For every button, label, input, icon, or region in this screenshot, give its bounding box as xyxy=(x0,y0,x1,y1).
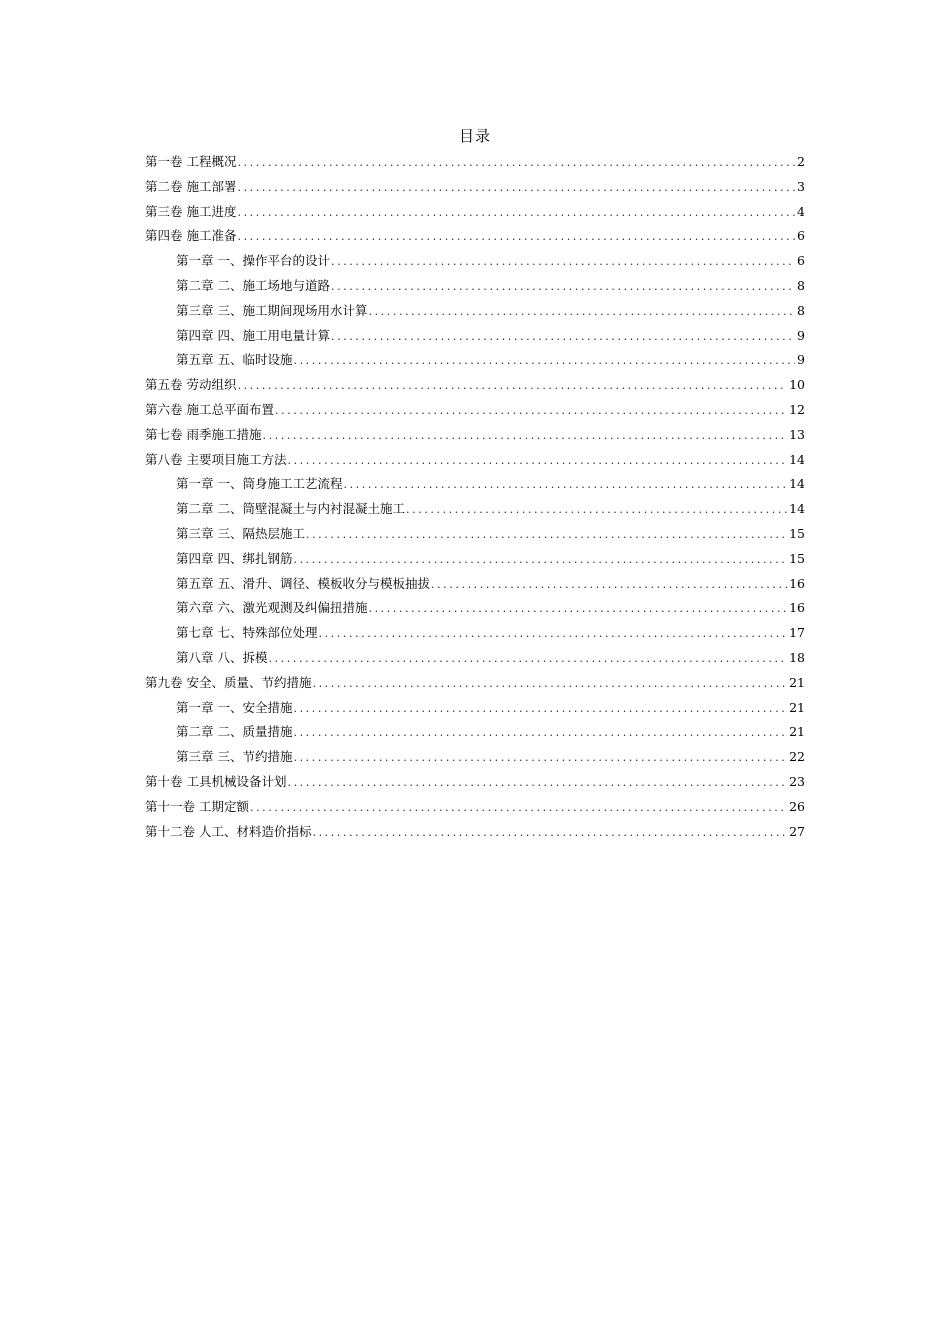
toc-entry-text: 第四章 四、施工用电量计算 xyxy=(176,327,330,343)
toc-entry-text: 第二卷 施工部署 xyxy=(145,178,237,194)
toc-entry-text: 第一章 一、安全措施 xyxy=(176,699,293,715)
toc-entry-text: 第七卷 雨季施工措施 xyxy=(145,426,262,442)
toc-entry-text: 第二章 二、质量措施 xyxy=(176,724,293,740)
toc-chapter-entry[interactable] xyxy=(145,349,805,374)
toc-entry-text: 第一章 一、筒身施工工艺流程 xyxy=(176,476,343,492)
toc-page-number: 14 xyxy=(789,451,805,467)
toc-volume-entry[interactable] xyxy=(145,672,805,697)
toc-chapter-entry[interactable] xyxy=(145,746,805,771)
toc-page-number: 26 xyxy=(789,798,805,814)
toc-page-number: 21 xyxy=(789,724,805,740)
toc-page-number: 22 xyxy=(789,749,805,765)
toc-entry-text: 第三章 三、节约措施 xyxy=(176,749,293,765)
toc-page-number: 4 xyxy=(797,203,805,219)
toc-dot-leader xyxy=(331,276,795,298)
toc-volume-entry[interactable] xyxy=(145,201,805,226)
toc-page-number: 14 xyxy=(789,476,805,492)
toc-volume-entry[interactable] xyxy=(145,374,805,399)
toc-dot-leader xyxy=(237,202,795,224)
toc-volume-entry[interactable] xyxy=(145,796,805,821)
toc-chapter-entry[interactable] xyxy=(145,300,805,325)
toc-page-number: 12 xyxy=(789,401,805,417)
toc-title: 目录 xyxy=(458,127,491,145)
toc-entry-text: 第三章 三、施工期间现场用水计算 xyxy=(176,302,368,318)
toc-page-number: 23 xyxy=(789,773,805,789)
toc-dot-leader xyxy=(343,474,787,496)
toc-entry-text: 第五章 五、滑升、调径、模板收分与模板抽拔 xyxy=(176,575,430,591)
toc-chapter-entry[interactable] xyxy=(145,548,805,573)
toc-page-number: 8 xyxy=(797,302,805,318)
toc-page-number: 8 xyxy=(797,277,805,293)
toc-entry-text: 第五卷 劳动组织 xyxy=(145,377,237,393)
toc-entry-text: 第九卷 安全、质量、节约措施 xyxy=(145,674,312,690)
toc-chapter-entry[interactable] xyxy=(145,523,805,548)
toc-page-number: 10 xyxy=(789,377,805,393)
toc-volume-entry[interactable] xyxy=(145,449,805,474)
toc-page-number: 16 xyxy=(789,600,805,616)
toc-chapter-entry[interactable] xyxy=(145,721,805,746)
toc-page-number: 6 xyxy=(797,253,805,269)
toc-dot-leader xyxy=(312,673,787,695)
toc-entry-text: 第一章 一、操作平台的设计 xyxy=(176,253,330,269)
toc-dot-leader xyxy=(293,722,787,744)
toc-entry-text: 第七章 七、特殊部位处理 xyxy=(176,625,318,641)
toc-dot-leader xyxy=(368,598,787,620)
toc-entry-text: 第三卷 施工进度 xyxy=(145,203,237,219)
toc-chapter-entry[interactable] xyxy=(145,597,805,622)
toc-dot-leader xyxy=(306,524,787,546)
toc-entry-text: 第四章 四、绑扎钢筋 xyxy=(176,550,293,566)
toc-entry-text: 第八章 八、拆模 xyxy=(176,649,268,665)
toc-chapter-entry[interactable] xyxy=(145,622,805,647)
toc-dot-leader xyxy=(368,301,795,323)
toc-dot-leader xyxy=(318,623,787,645)
toc-page-number: 17 xyxy=(789,625,805,641)
toc-dot-leader xyxy=(268,648,787,670)
toc-dot-leader xyxy=(293,350,795,372)
toc-dot-leader xyxy=(287,772,787,794)
toc-dot-leader xyxy=(331,251,795,273)
toc-page-number: 2 xyxy=(797,154,805,169)
toc-dot-leader xyxy=(237,375,787,397)
toc-dot-leader xyxy=(312,822,787,844)
toc-chapter-entry[interactable] xyxy=(145,325,805,350)
toc-dot-leader xyxy=(331,326,795,348)
toc-dot-leader xyxy=(406,499,787,521)
toc-volume-entry[interactable] xyxy=(145,771,805,796)
toc-dot-leader xyxy=(237,226,795,248)
toc-chapter-entry[interactable] xyxy=(145,250,805,275)
toc-chapter-entry[interactable] xyxy=(145,697,805,722)
toc-dot-leader xyxy=(262,425,787,447)
toc-page-number: 14 xyxy=(789,501,805,517)
toc-page-number: 21 xyxy=(789,674,805,690)
toc-volume-entry[interactable] xyxy=(145,821,805,846)
toc-volume-entry[interactable] xyxy=(145,399,805,424)
toc-dot-leader xyxy=(293,698,787,720)
toc-entry-text: 第三章 三、隔热层施工 xyxy=(176,525,305,541)
toc-chapter-entry[interactable] xyxy=(145,573,805,598)
toc-chapter-entry[interactable] xyxy=(145,647,805,672)
toc-page-number: 27 xyxy=(789,823,805,839)
toc-entry-text: 第十卷 工具机械设备计划 xyxy=(145,773,287,789)
toc-entry-text: 第五章 五、临时设施 xyxy=(176,352,293,368)
toc-entry-text: 第二章 二、筒壁混凝土与内衬混凝土施工 xyxy=(176,501,405,517)
toc-entry-text: 第六卷 施工总平面布置 xyxy=(145,401,274,417)
toc-page-number: 21 xyxy=(789,699,805,715)
toc-entry-text: 第一卷 工程概况 xyxy=(145,154,237,169)
toc-volume-entry[interactable] xyxy=(145,176,805,201)
toc-entry-text: 第八卷 主要项目施工方法 xyxy=(145,451,287,467)
toc-dot-leader xyxy=(275,400,787,422)
toc-page-number: 9 xyxy=(797,352,805,368)
toc-page-number: 15 xyxy=(789,525,805,541)
toc-chapter-entry[interactable] xyxy=(145,473,805,498)
toc-page-number: 16 xyxy=(789,575,805,591)
toc-dot-leader xyxy=(431,574,787,596)
toc-chapter-entry[interactable] xyxy=(145,275,805,300)
toc-dot-leader xyxy=(293,549,787,571)
toc-dot-leader xyxy=(293,747,787,769)
toc-dot-leader xyxy=(237,177,795,199)
toc-volume-entry[interactable] xyxy=(145,225,805,250)
toc-page-number: 15 xyxy=(789,550,805,566)
toc-entry-text: 第十一卷 工期定额 xyxy=(145,798,249,814)
toc-dot-leader xyxy=(237,152,795,174)
toc-page-number: 3 xyxy=(797,178,805,194)
toc-list xyxy=(145,151,805,845)
toc-entry-text: 第四卷 施工准备 xyxy=(145,228,237,244)
toc-volume-entry[interactable] xyxy=(145,424,805,449)
toc-volume-entry[interactable] xyxy=(145,151,805,176)
toc-entry-text: 第十二卷 人工、材料造价指标 xyxy=(145,823,312,839)
toc-dot-leader xyxy=(287,450,787,472)
toc-page-number: 18 xyxy=(789,649,805,665)
toc-page-number: 13 xyxy=(789,426,805,442)
toc-entry-text: 第二章 二、施工场地与道路 xyxy=(176,277,330,293)
toc-chapter-entry[interactable] xyxy=(145,498,805,523)
toc-entry-text: 第六章 六、激光观测及纠偏扭措施 xyxy=(176,600,368,616)
toc-page-number: 6 xyxy=(797,228,805,244)
toc-dot-leader xyxy=(250,797,787,819)
toc-page-number: 9 xyxy=(797,327,805,343)
